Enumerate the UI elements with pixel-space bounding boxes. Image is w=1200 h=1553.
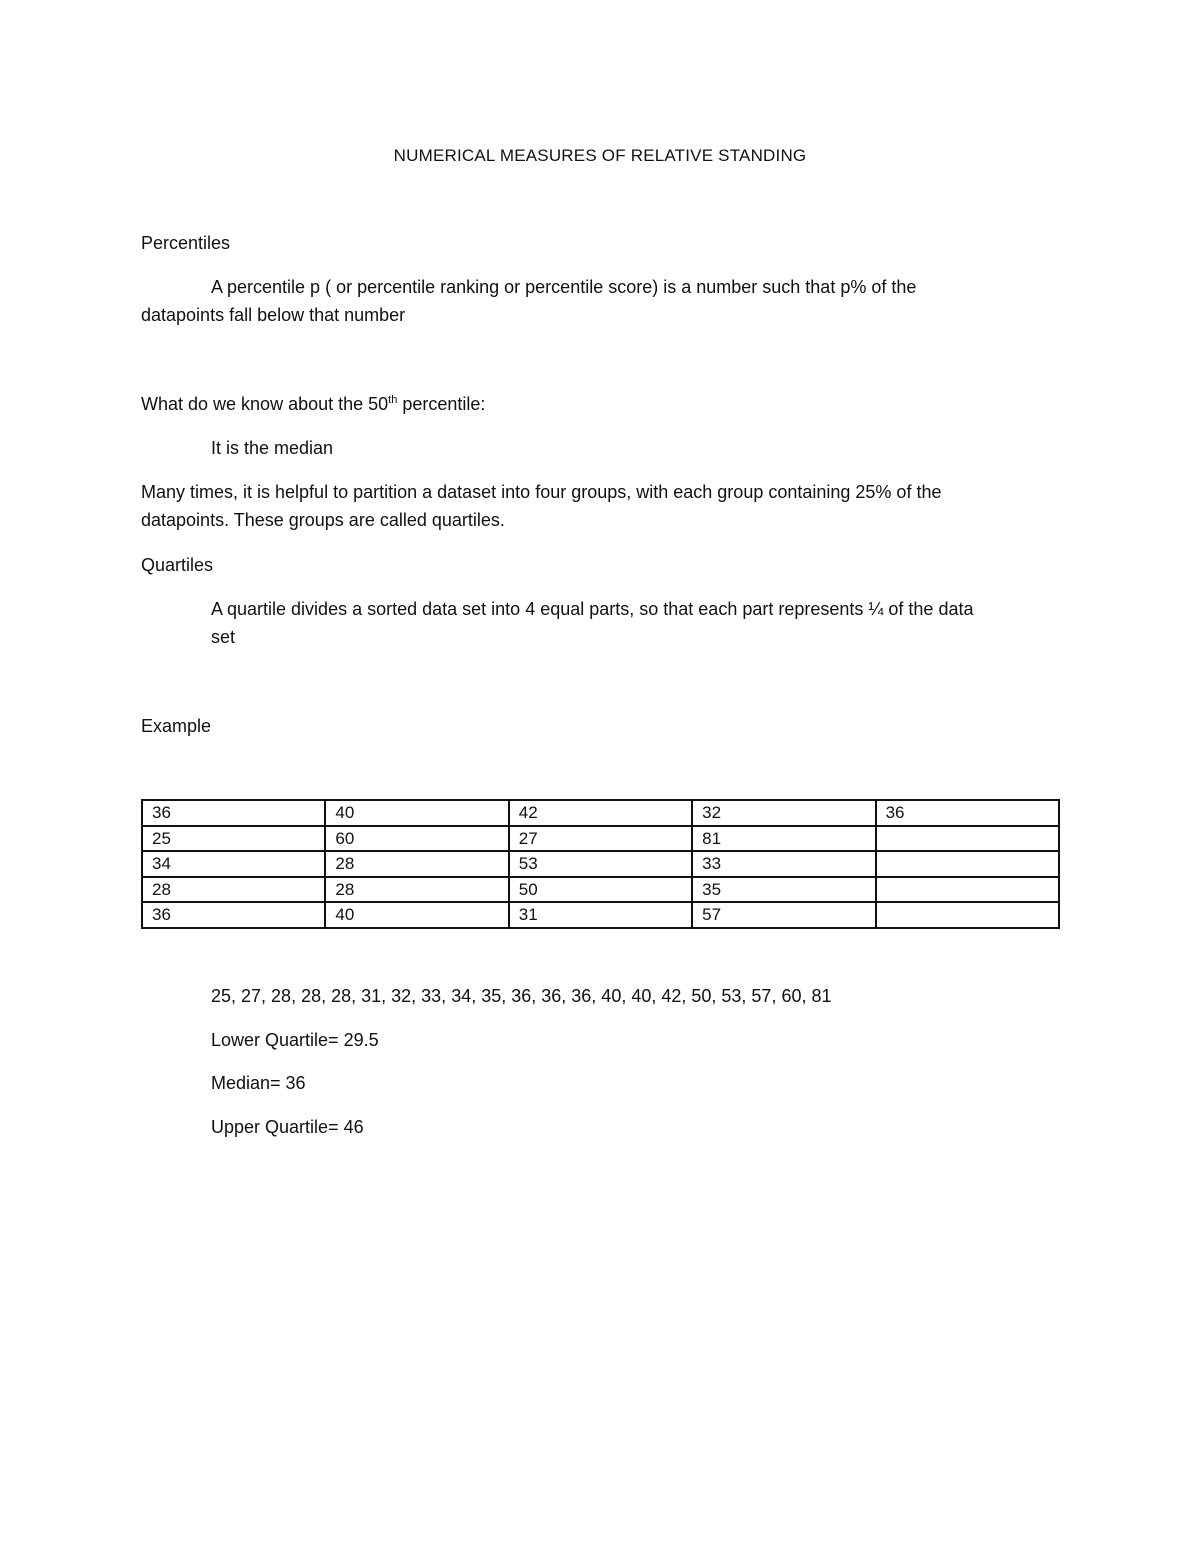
quartile-intro-line1: Many times, it is helpful to partition a dataset into four groups, with each group containing 25% of the	[141, 482, 942, 502]
table-row	[142, 851, 1059, 877]
table-cell: 60	[325, 826, 508, 852]
table-cell: 28	[325, 877, 508, 903]
example-data-table	[141, 799, 1060, 929]
table-row	[142, 826, 1059, 852]
sorted-data-list: 25, 27, 28, 28, 28, 31, 32, 33, 34, 35, 36, 36, 36, 40, 40, 42, 50, 53, 57, 60, 81	[211, 986, 832, 1006]
section-heading-example: Example	[141, 716, 212, 736]
table-cell: 28	[325, 851, 508, 877]
table-cell	[876, 851, 1059, 877]
quartile-definition-line1: A quartile divides a sorted data set into 4 equal parts, so that each part represents ¼ of the data	[211, 599, 974, 619]
table-cell: 40	[325, 902, 508, 928]
table-cell: 36	[142, 800, 325, 826]
question-suffix: percentile:	[397, 394, 486, 414]
table-row	[142, 877, 1059, 903]
table-cell: 50	[509, 877, 692, 903]
table-cell: 28	[142, 877, 325, 903]
page-title: NUMERICAL MEASURES OF RELATIVE STANDING	[393, 146, 807, 165]
percentile-question	[141, 390, 485, 418]
table-cell: 27	[509, 826, 692, 852]
table-row	[142, 902, 1059, 928]
question-prefix: What do we know about the 50	[141, 394, 389, 414]
table-cell: 36	[142, 902, 325, 928]
table-cell: 81	[692, 826, 875, 852]
table-cell	[876, 902, 1059, 928]
median-result: Median= 36	[211, 1073, 306, 1093]
table-row	[142, 800, 1059, 826]
quartile-definition-line2: set	[211, 627, 236, 647]
percentile-definition-line1: A percentile p ( or percentile ranking or percentile score) is a number such that p% of the	[211, 277, 917, 297]
percentile-answer: It is the median	[211, 438, 334, 458]
table-cell: 34	[142, 851, 325, 877]
section-heading-percentiles: Percentiles	[141, 233, 231, 253]
upper-quartile-result: Upper Quartile= 46	[211, 1117, 364, 1137]
table-cell: 32	[692, 800, 875, 826]
lower-quartile-result: Lower Quartile= 29.5	[211, 1030, 379, 1050]
table-cell: 57	[692, 902, 875, 928]
section-heading-quartiles: Quartiles	[141, 555, 214, 575]
table-cell	[876, 826, 1059, 852]
table-cell: 42	[509, 800, 692, 826]
question-superscript: th	[388, 394, 398, 406]
percentile-definition-line2: datapoints fall below that number	[141, 305, 406, 325]
table-cell: 53	[509, 851, 692, 877]
table-cell: 35	[692, 877, 875, 903]
quartile-intro-line2: datapoints. These groups are called quartiles.	[141, 510, 505, 530]
table-cell: 40	[325, 800, 508, 826]
table-cell: 31	[509, 902, 692, 928]
table-cell	[876, 877, 1059, 903]
table-cell: 36	[876, 800, 1059, 826]
table-cell: 33	[692, 851, 875, 877]
table-cell: 25	[142, 826, 325, 852]
